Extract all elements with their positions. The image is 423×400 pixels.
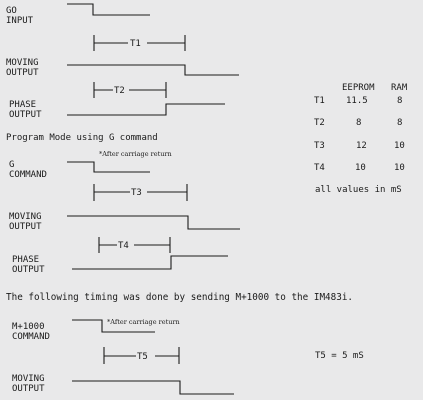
table-cell-eeprom: 8 <box>356 118 362 128</box>
table-cell-ram: 8 <box>397 96 403 106</box>
moving-output-waveform-2 <box>67 216 240 229</box>
moving-output-label-3: MOVING OUTPUT <box>12 374 45 394</box>
table-cell-ram: 10 <box>394 163 405 173</box>
go-input-waveform <box>67 4 150 15</box>
t4-interval <box>99 237 170 253</box>
table-header-eeprom: EEPROM <box>342 83 375 93</box>
after-carriage-return-note-2: *After carriage return <box>107 318 180 326</box>
t2-interval <box>94 82 166 98</box>
program-mode-heading: Program Mode using G command <box>6 133 158 143</box>
table-row-label: T3 <box>314 141 325 151</box>
table-cell-eeprom: 12 <box>356 141 367 151</box>
table-header-ram: RAM <box>391 83 408 93</box>
phase-output-waveform-1 <box>67 104 225 115</box>
t1-interval <box>94 35 185 51</box>
t3-interval <box>94 184 187 201</box>
t1-label: T1 <box>130 39 141 49</box>
table-row-label: T4 <box>314 163 325 173</box>
table-cell-eeprom: 11.5 <box>346 96 368 106</box>
phase-output-label-2: PHASE OUTPUT <box>12 255 45 275</box>
g-command-waveform <box>67 162 150 172</box>
m1000-command-waveform <box>72 320 155 332</box>
table-cell-ram: 10 <box>394 141 405 151</box>
moving-output-waveform-3 <box>72 381 234 394</box>
t3-label: T3 <box>131 188 142 198</box>
phase-output-waveform-2 <box>72 256 228 269</box>
table-footnote: all values in mS <box>315 185 402 195</box>
t4-label: T4 <box>118 241 129 251</box>
m1000-command-label: M+1000 COMMAND <box>12 322 50 342</box>
g-command-label: G COMMAND <box>9 160 47 180</box>
moving-output-waveform-1 <box>67 65 239 75</box>
moving-output-label-1: MOVING OUTPUT <box>6 58 39 78</box>
phase-output-label-1: PHASE OUTPUT <box>9 100 42 120</box>
t5-value-note: T5 = 5 mS <box>315 351 364 361</box>
go-input-label: GO INPUT <box>6 6 34 26</box>
table-cell-ram: 8 <box>397 118 403 128</box>
table-row-label: T2 <box>314 118 325 128</box>
t5-label: T5 <box>137 352 148 362</box>
m1000-description: The following timing was done by sending M+1000 to the IM483i. <box>6 292 354 303</box>
table-cell-eeprom: 10 <box>355 163 366 173</box>
after-carriage-return-note-1: *After carriage return <box>99 150 172 158</box>
t2-label: T2 <box>114 86 125 96</box>
t5-interval <box>104 347 179 364</box>
moving-output-label-2: MOVING OUTPUT <box>9 212 42 232</box>
table-row-label: T1 <box>314 96 325 106</box>
